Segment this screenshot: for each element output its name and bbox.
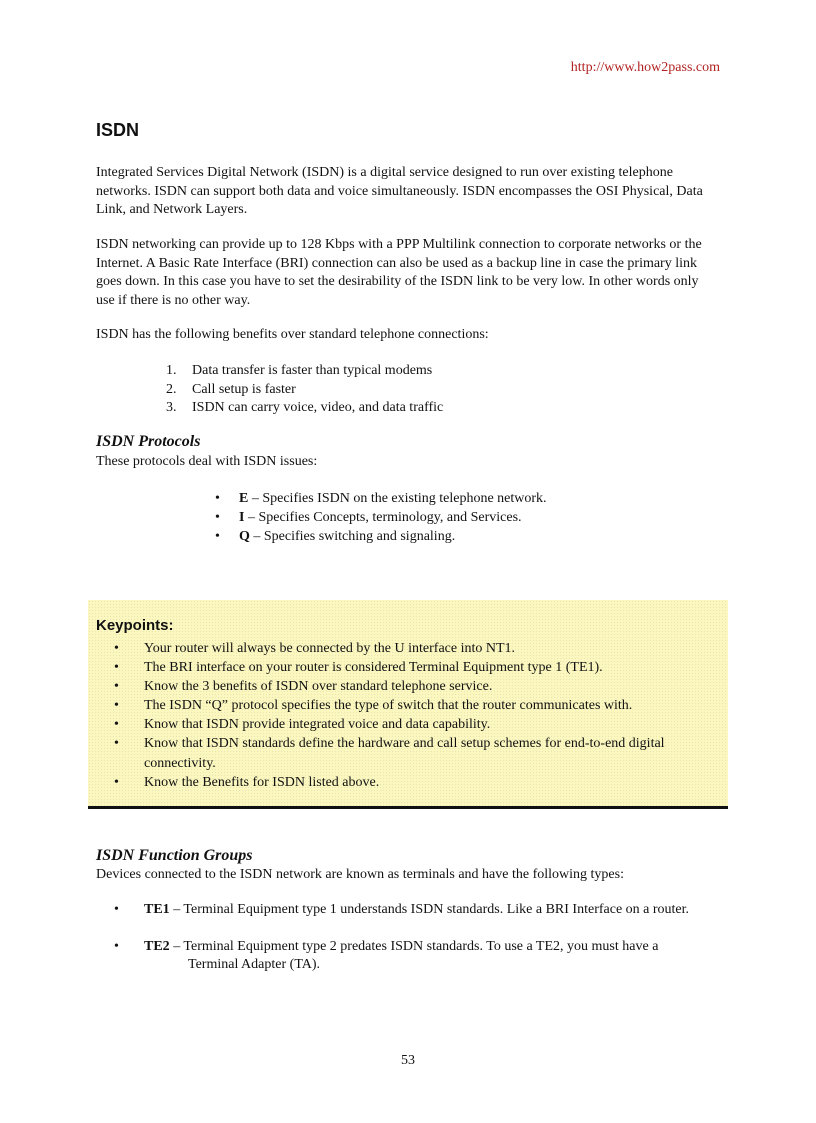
keypoints-title: Keypoints: <box>96 617 174 634</box>
bullet: • <box>215 510 220 526</box>
list-item <box>114 677 704 696</box>
keypoint-text: Know that ISDN provide integrated voice and data capability. <box>144 717 491 733</box>
bullet: • <box>114 902 119 917</box>
keypoint-text: The ISDN “Q” protocol specifies the type of switch that the router communicates with. <box>144 698 633 714</box>
bullet: • <box>114 717 119 733</box>
protocols-list <box>215 489 547 547</box>
terminal-type: TE2 <box>144 938 170 954</box>
list-item <box>166 381 443 400</box>
list-item <box>166 399 443 418</box>
bullet: • <box>114 938 119 954</box>
benefits-intro: ISDN has the following benefits over standard telephone connections: <box>96 327 489 342</box>
list-item <box>114 696 704 715</box>
keypoint-text: Know that ISDN standards define the hardware and call setup schemes for end-to-end digital connectivity. <box>144 736 665 771</box>
protocol-desc: – Specifies ISDN on the existing telephone network. <box>248 491 547 506</box>
terminal-type: TE1 <box>144 902 170 917</box>
benefits-list <box>166 362 443 418</box>
protocol-key: E <box>239 491 249 506</box>
keypoints-box <box>88 600 728 809</box>
list-number: 2. <box>166 381 177 397</box>
bandwidth-paragraph: ISDN networking can provide up to 128 Kbps with a PPP Multilink connection to corporate networks or the Internet. A Basic Rate Interface (BRI) connection can also be used as a backup line in case the primary link goes down. In this case you have to set the desirability of the ISDN link to be very low. In other words only use if there is no other way. <box>96 237 702 308</box>
list-item <box>114 658 704 677</box>
list-item <box>166 362 443 381</box>
protocols-intro: These protocols deal with ISDN issues: <box>96 454 318 469</box>
list-number: 1. <box>166 363 177 378</box>
list-item <box>114 734 704 772</box>
protocol-desc: – Specifies Concepts, terminology, and Services. <box>244 510 522 526</box>
bullet: • <box>215 529 220 545</box>
terminal-desc-continued: Terminal Adapter (TA). <box>188 957 321 973</box>
list-item <box>114 639 704 658</box>
header-url[interactable]: http://www.how2pass.com <box>570 60 720 75</box>
terminal-desc: – Terminal Equipment type 1 understands ISDN standards. Like a BRI Interface on a router. <box>169 902 690 917</box>
list-item <box>215 489 547 508</box>
list-item <box>114 901 724 920</box>
list-text: Data transfer is faster than typical modems <box>192 363 433 378</box>
protocols-heading: ISDN Protocols <box>96 433 201 450</box>
keypoint-text: Know the Benefits for ISDN listed above. <box>144 774 380 790</box>
protocol-key: Q <box>239 529 250 545</box>
function-groups-heading: ISDN Function Groups <box>96 847 253 864</box>
list-item <box>114 773 704 792</box>
page-number: 53 <box>401 1053 415 1068</box>
bullet: • <box>215 491 220 506</box>
bullet: • <box>114 660 119 676</box>
bullet: • <box>114 698 119 714</box>
list-text: ISDN can carry voice, video, and data traffic <box>192 400 444 416</box>
bullet: • <box>114 641 119 656</box>
protocol-key: I <box>239 510 245 526</box>
intro-paragraph: Integrated Services Digital Network (ISDN) is a digital service designed to run over existing telephone networks. ISDN can support both data and voice simultaneously. ISDN encompasses the OSI Physical, Data Link, and Network Layers. <box>96 165 703 218</box>
bullet: • <box>114 679 119 695</box>
keypoint-text: Your router will always be connected by the U interface into NT1. <box>144 641 516 656</box>
protocol-desc: – Specifies switching and signaling. <box>249 529 456 545</box>
list-item <box>114 715 704 734</box>
keypoint-text: Know the 3 benefits of ISDN over standard telephone service. <box>144 679 493 695</box>
list-item <box>215 508 547 527</box>
list-text: Call setup is faster <box>192 381 296 397</box>
terminal-desc: – Terminal Equipment type 2 predates ISDN standards. To use a TE2, you must have a <box>169 938 659 954</box>
page-title: ISDN <box>96 120 140 140</box>
keypoint-text: The BRI interface on your router is considered Terminal Equipment type 1 (TE1). <box>144 660 603 676</box>
bullet: • <box>114 736 119 752</box>
list-item <box>114 938 724 975</box>
function-groups-list <box>114 901 724 975</box>
list-item <box>215 527 547 546</box>
function-groups-intro: Devices connected to the ISDN network are known as terminals and have the following types: <box>96 867 624 882</box>
keypoints-list <box>114 639 704 792</box>
bullet: • <box>114 774 119 790</box>
list-number: 3. <box>166 400 177 416</box>
